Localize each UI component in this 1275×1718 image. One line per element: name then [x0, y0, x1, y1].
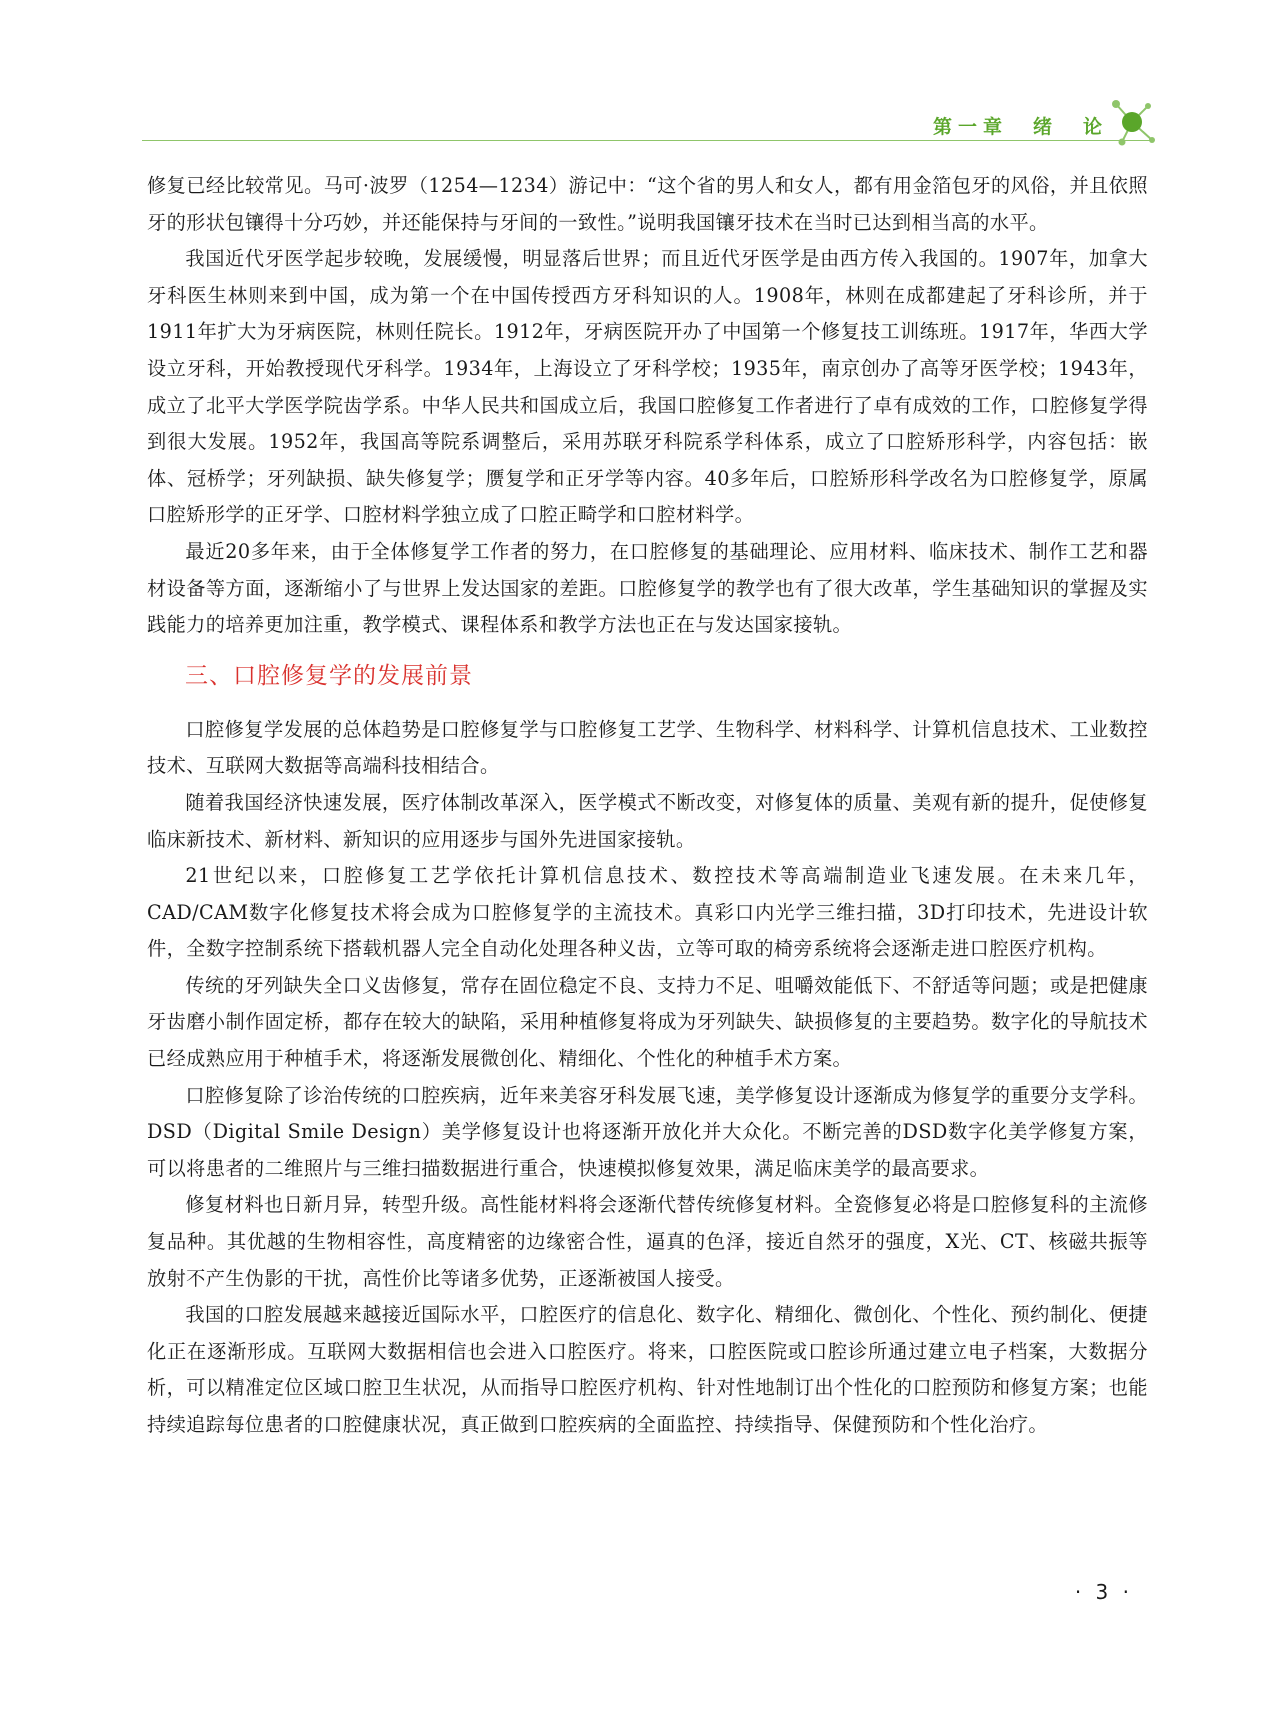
paragraph: 口腔修复除了诊治传统的口腔疾病，近年来美容牙科发展飞速，美学修复设计逐渐成为修复学的重要分支学科。DSD（Digital Smile Design）美学修复设计也将逐渐开放化并大众化。不断完善的DSD数字化美学修复方案，可以将患者的二维照片与三维扫描数据进行重合，快速模拟修复效果，满足临床美学的最高要求。: [147, 1083, 1148, 1180]
paragraph: 修复已经比较常见。马可·波罗（1254—1234）游记中：“这个省的男人和女人，都有用金箔包牙的风俗，并且依照牙的形状包镶得十分巧妙，并还能保持与牙间的一致性。”说明我国镶牙技术在当时已达到相当高的水平。: [147, 174, 1148, 234]
chapter-title: 第一章 绪 论: [932, 116, 1108, 138]
paragraph: 21世纪以来，口腔修复工艺学依托计算机信息技术、数控技术等高端制造业飞速发展。在未来几年，CAD/CAM数字化修复技术将会成为口腔修复学的主流技术。真彩口内光学三维扫描，3D打印技术，先进设计软件，全数字控制系统下搭载机器人完全自动化处理各种义齿，立等可取的椅旁系统将会逐渐走进口腔医疗机构。: [147, 864, 1148, 961]
page-body: [147, 168, 1148, 1444]
paragraph: 我国的口腔发展越来越接近国际水平，口腔医疗的信息化、数字化、精细化、微创化、个性化、预约制化、便捷化正在逐渐形成。互联网大数据相信也会进入口腔医疗。将来，口腔医院或口腔诊所通过建立电子档案，大数据分析，可以精准定位区域口腔卫生状况，从而指导口腔医疗机构、针对性地制订出个性化的口腔预防和修复方案；也能持续追踪每位患者的口腔健康状况，真正做到口腔疾病的全面监控、持续指导、保健预防和个性化治疗。: [147, 1303, 1148, 1436]
page-number: · 3 ·: [1074, 1580, 1133, 1604]
paragraph: 传统的牙列缺失全口义齿修复，常存在固位稳定不良、支持力不足、咀嚼效能低下、不舒适等问题；或是把健康牙齿磨小制作固定桥，都存在较大的缺陷，采用种植修复将成为牙列缺失、缺损修复的主要趋势。数字化的导航技术已经成熟应用于种植手术，将逐渐发展微创化、精细化、个性化的种植手术方案。: [147, 973, 1148, 1071]
paragraph: 口腔修复学发展的总体趋势是口腔修复学与口腔修复工艺学、生物科学、材料科学、计算机信息技术、工业数控技术、互联网大数据等高端科技相结合。: [147, 717, 1148, 778]
molecule-icon: [1102, 96, 1162, 152]
paragraph: 我国近代牙医学起步较晚，发展缓慢，明显落后世界；而且近代牙医学是由西方传入我国的。1907年，加拿大牙科医生林则来到中国，成为第一个在中国传授西方牙科知识的人。1908年，林则在成都建起了牙科诊所，并于1911年扩大为牙病医院，林则任院长。1912年，牙病医院开办了中国第一个修复技工训练班。1917年，华西大学设立牙科，开始教授现代牙科学。1934年，上海设立了牙科学校；1935年，南京创办了高等牙医学校；1943年，成立了北平大学医学院齿学系。中华人民共和国成立后，我国口腔修复工作者进行了卓有成效的工作，口腔修复学得到很大发展。1952年，我国高等院系调整后，采用苏联牙科院系学科体系，成立了口腔矫形科学，内容包括：嵌体、冠桥学；牙列缺损、缺失修复学；赝复学和正牙学等内容。40多年后，口腔矫形科学改名为口腔修复学，原属口腔矫形学的正牙学、口腔材料学独立成了口腔正畸学和口腔材料学。: [147, 247, 1148, 527]
page-header: [142, 92, 1152, 152]
paragraph: 修复材料也日新月异，转型升级。高性能材料将会逐渐代替传统修复材料。全瓷修复必将是口腔修复科的主流修复品种。其优越的生物相容性，高度精密的边缘密合性，逼真的色泽，接近自然牙的强度，X光、CT、核磁共振等放射不产生伪影的干扰，高性价比等诸多优势，正逐渐被国人接受。: [147, 1193, 1148, 1290]
header-rule: [142, 140, 1152, 141]
section-heading: 三、口腔修复学的发展前景: [185, 662, 473, 689]
paragraph: 最近20多年来，由于全体修复学工作者的努力，在口腔修复的基础理论、应用材料、临床技术、制作工艺和器材设备等方面，逐渐缩小了与世界上发达国家的差距。口腔修复学的教学也有了很大改革，学生基础知识的掌握及实践能力的培养更加注重，教学模式、课程体系和教学方法也正在与发达国家接轨。: [147, 539, 1148, 637]
paragraph: 随着我国经济快速发展，医疗体制改革深入，医学模式不断改变，对修复体的质量、美观有新的提升，促使修复临床新技术、新材料、新知识的应用逐步与国外先进国家接轨。: [147, 790, 1148, 851]
